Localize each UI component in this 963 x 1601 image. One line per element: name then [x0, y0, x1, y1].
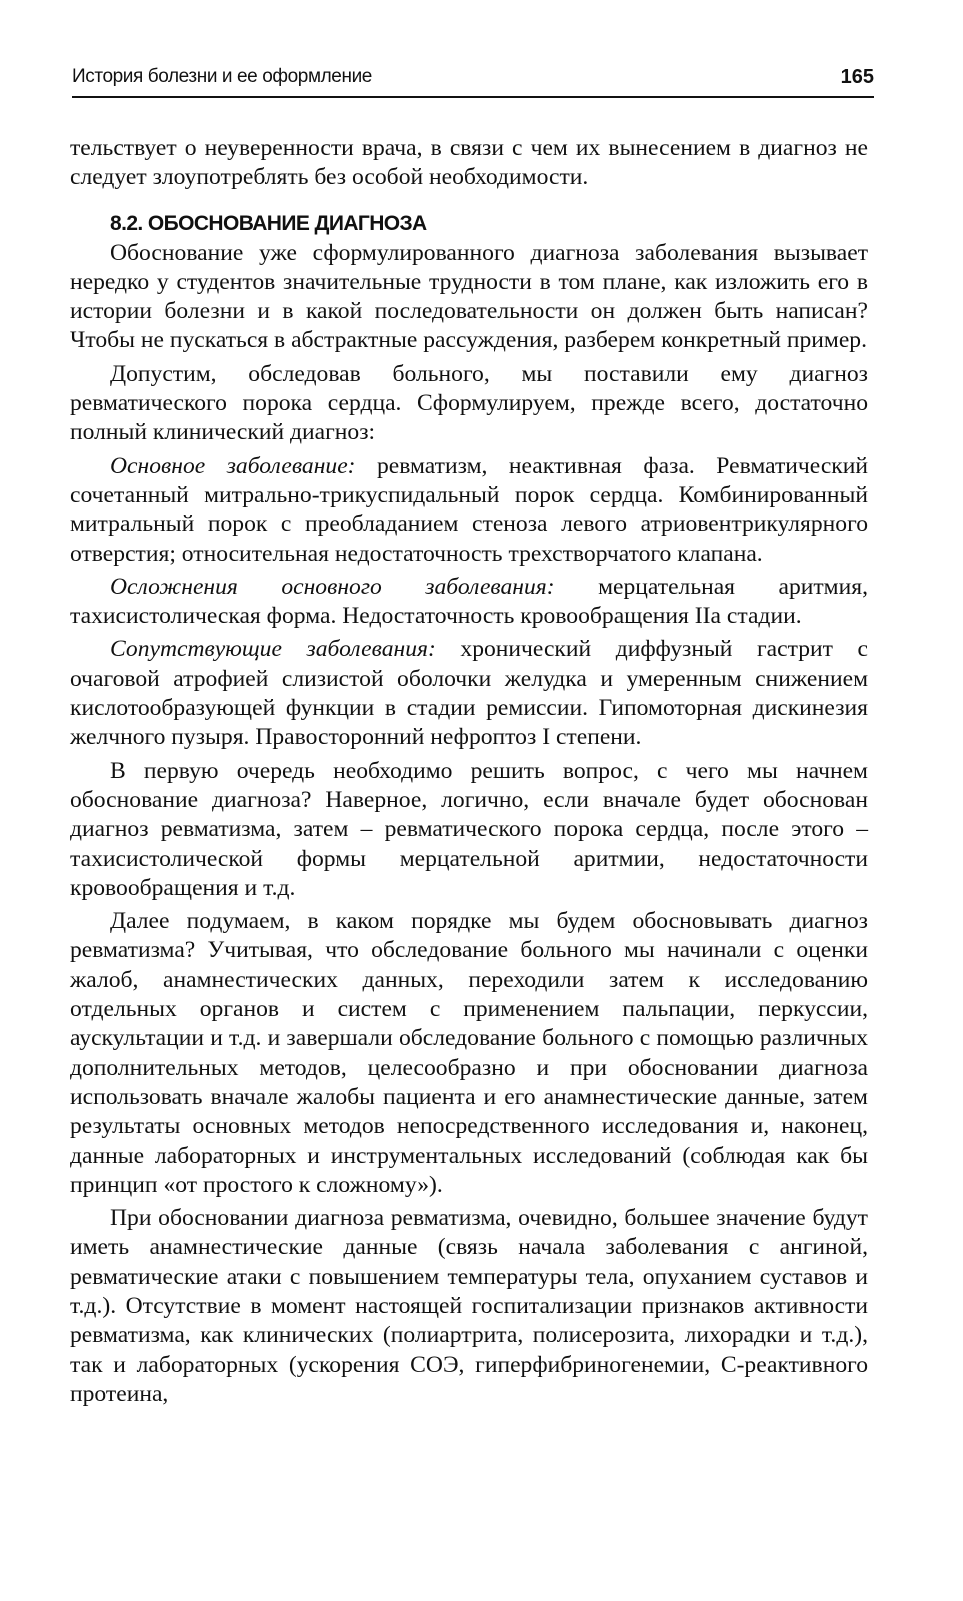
paragraph-7 [70, 907, 868, 1200]
continued-paragraph: тельствует о неуверенности врача, в связи с чем их вынесением в диагноз не следует злоупотреблять без особой необходимости. [70, 135, 868, 191]
paragraph-6 [70, 757, 868, 903]
running-header [72, 64, 874, 98]
paragraph-text: При обосновании диагноза ревматизма, очевидно, большее значение будут иметь анамнестические данные (связь начала заболевания с ангиной, ревматические атаки с повышением температуры тела, опуханием суставов и т.д.). Отсутствие в момент настоящей госпитализации признаков активности ревматизма, как клинических (полиартрита, полисерозита, лихорадки и т.д.), так и лабораторных (ускорения СОЭ, гиперфибриногенемии, С-реактивного протеина, [70, 1205, 868, 1407]
paragraph-text: В первую очередь необходимо решить вопрос, с чего мы начнем обоснование диагноза? Наверное, логично, если вначале будет обоснован диагноз ревматизма, затем – ревматического порока сердца, после этого – тахисистолической формы мерцательной аритмии, недостаточности кровообращения и т.д. [70, 757, 868, 901]
complications-lead: Осложнения основного заболевания: [110, 573, 555, 600]
running-title: История болезни и ее оформление [72, 66, 372, 87]
paragraph-text: мерцательная аритмия, тахисистолическая форма. Недостаточность кровообращения IIа стадии. [70, 573, 868, 630]
section-heading: 8.2. ОБОСНОВАНИЕ ДИАГНОЗА [110, 211, 427, 235]
paragraph-8 [70, 1204, 868, 1409]
paragraph-concomitant [70, 635, 868, 752]
paragraph-1 [70, 239, 868, 356]
main-disease-lead: Основное заболевание: [110, 452, 356, 479]
paragraph-2 [70, 360, 868, 448]
concomitant-lead: Сопутствующие заболевания: [110, 636, 436, 663]
paragraph-text: Далее подумаем, в каком порядке мы будем обосновывать диагноз ревматизма? Учитывая, что обследование больного мы начинали с оценки жалоб, анамнестических данных, переходили затем к исследованию отдельных органов и систем с применением пальпации, перкуссии, аускультации и т.д. и завершали обследование больного с помощью различных дополнительных методов, целесообразно и при обосновании диагноза использовать вначале жалобы пациента и его анамнестические данные, затем результаты основных методов непосредственного исследования и, наконец, данные лабораторных и инструментальных исследований (соблюдая как бы принцип «от простого к сложному»). [70, 908, 868, 1198]
page-number: 165 [840, 66, 874, 88]
paragraph-complications [70, 573, 868, 632]
paragraph-text: ревматизм, неактивная фаза. Ревматический сочетанный митрально-трикуспидальный порок сердца. Комбинированный митральный порок с преобладанием стеноза левого атриовентрикулярного отверстия; относительная недостаточность трехстворчатого клапана. [70, 452, 869, 567]
page-body [70, 134, 868, 1413]
paragraph-main-disease [70, 452, 868, 569]
paragraph-text: Обоснование уже сформулированного диагноза заболевания вызывает нередко у студентов значительные трудности в том плане, как изложить его в истории болезни и в какой последовательности он должен быть написан? Чтобы не пускаться в абстрактные рассуждения, разберем конкретный пример. [70, 239, 868, 354]
paragraph-text: хронический диффузный гастрит с очаговой атрофией слизистой оболочки желудка и умеренным снижением кислотообразующей функции в стадии ремиссии. Гипомоторная дискинезия желчного пузыря. Правосторонний нефроптоз I степени. [70, 636, 868, 751]
paragraph-text: Допустим, обследовав больного, мы поставили ему диагноз ревматического порока сердца. Сформулируем, прежде всего, достаточно полный клинический диагноз: [70, 360, 868, 446]
